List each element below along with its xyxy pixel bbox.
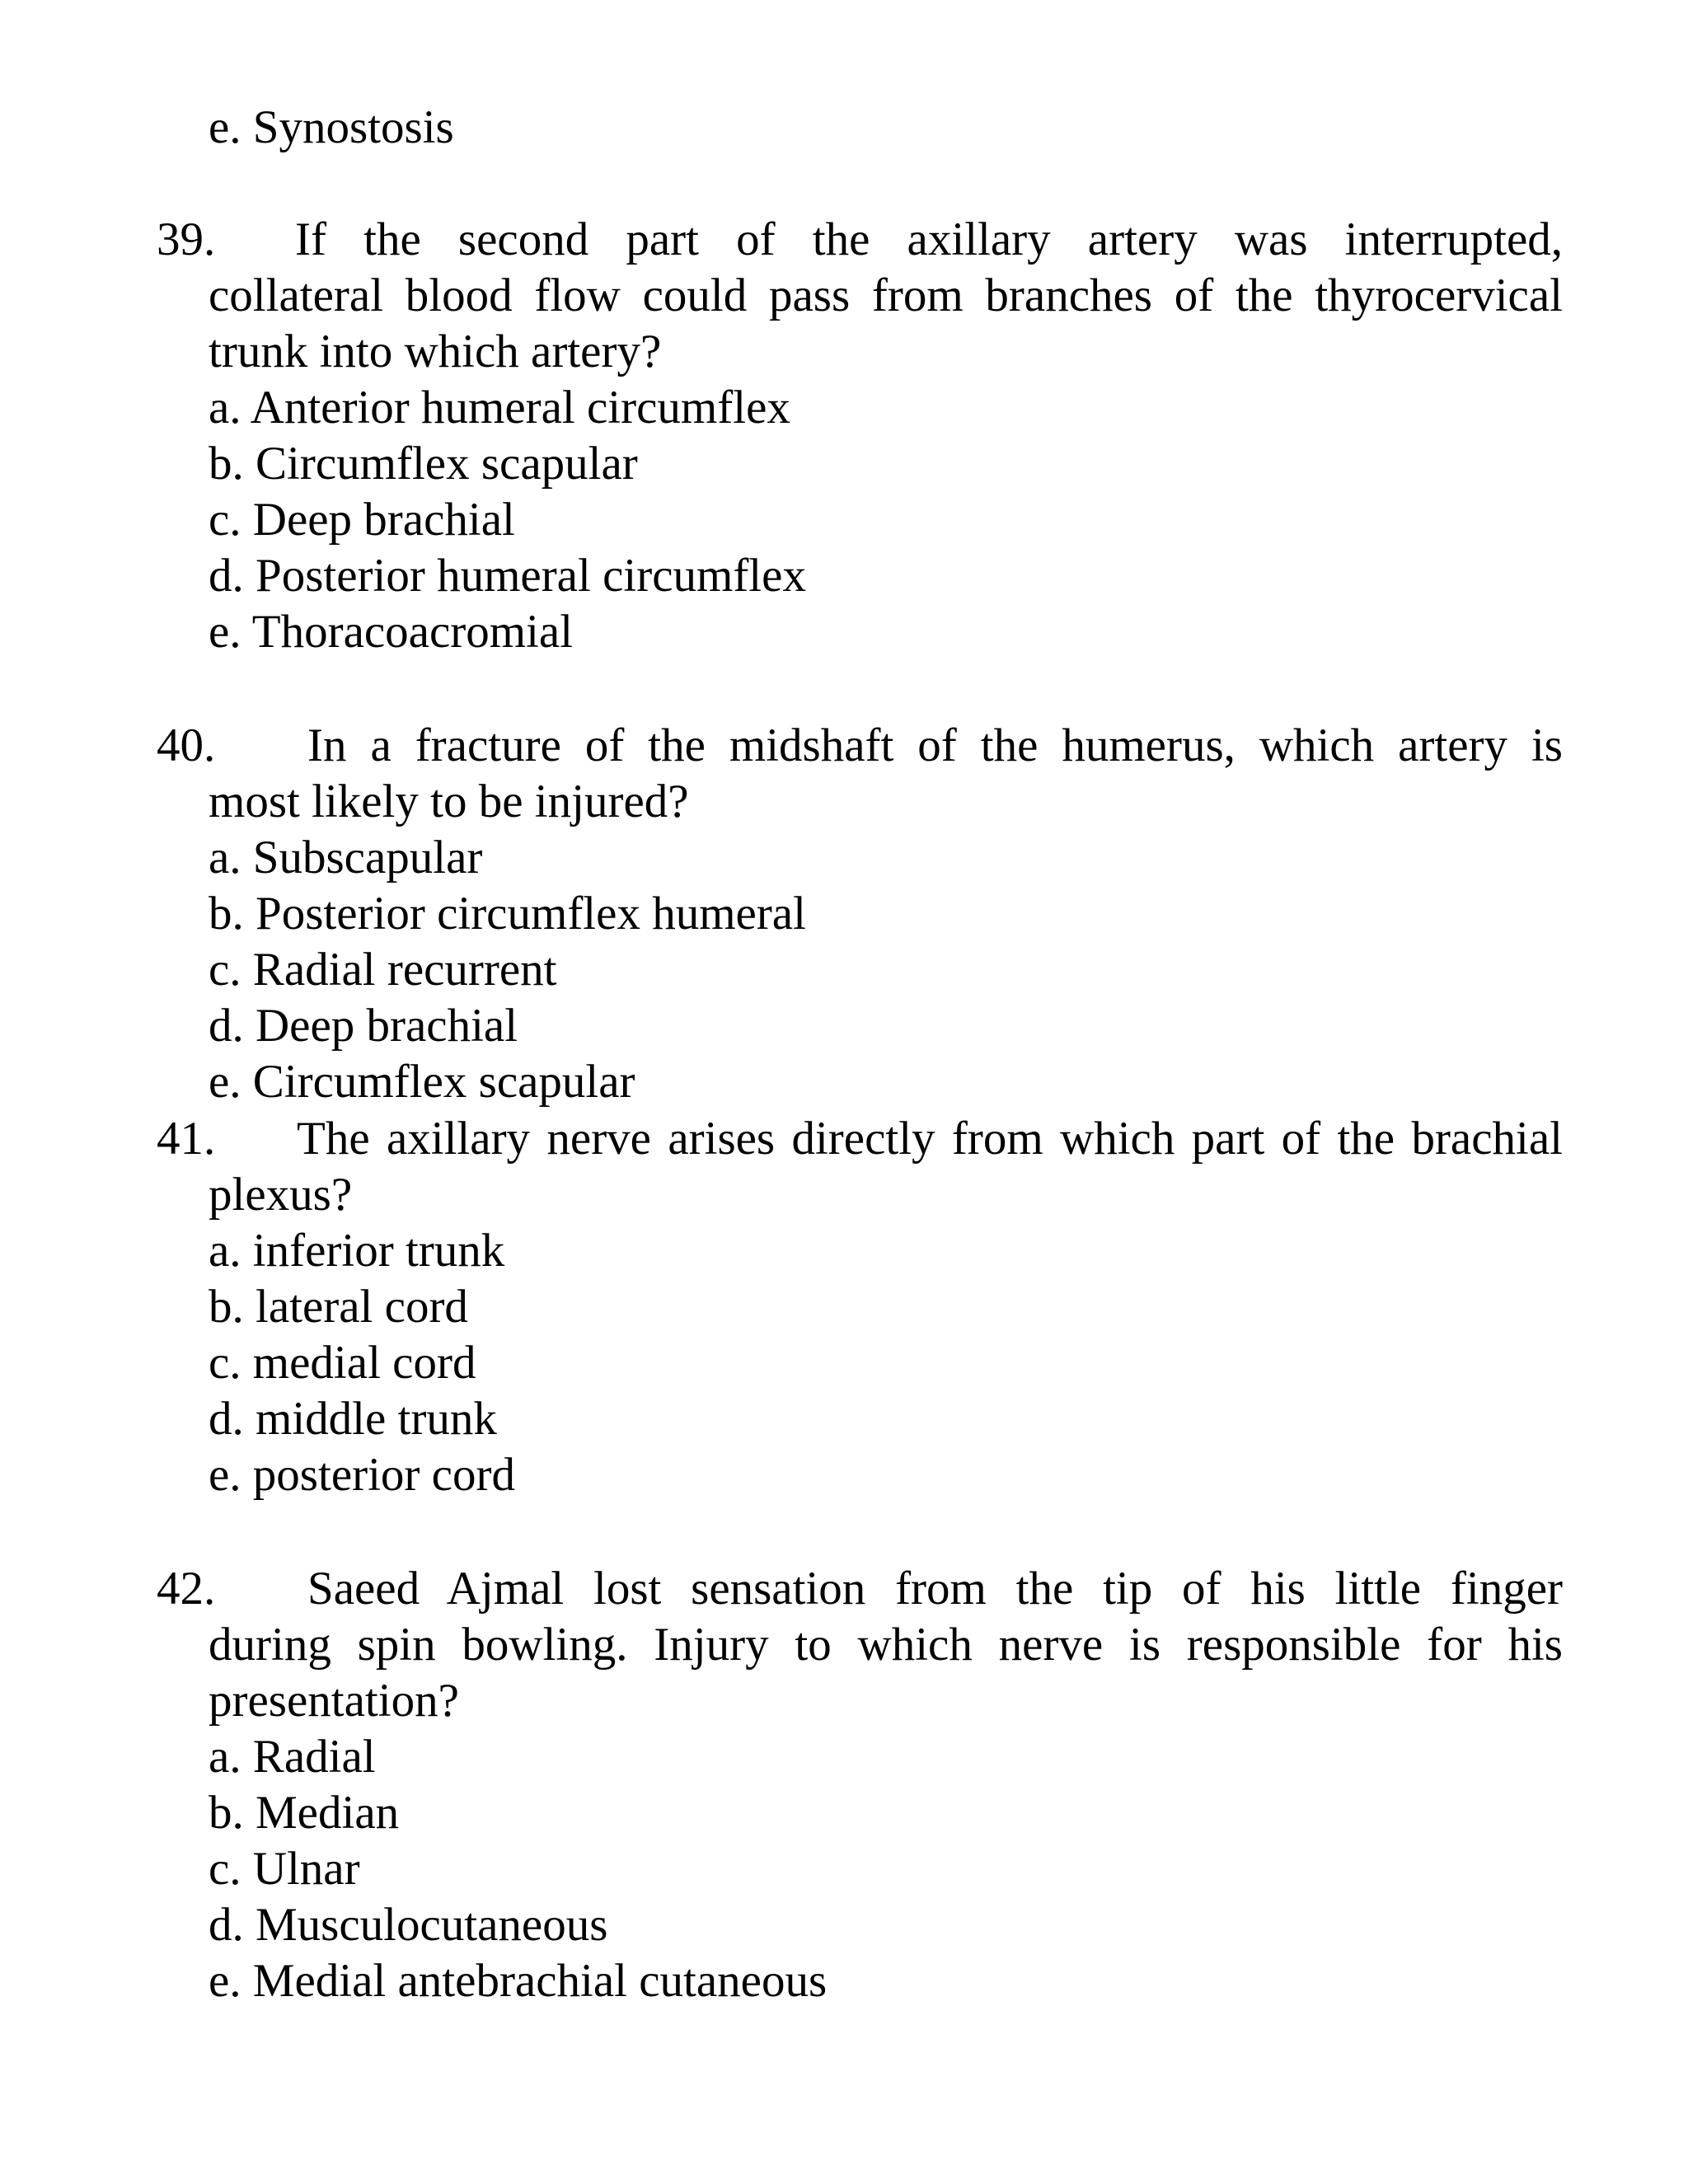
question-stem-line: trunk into which artery? xyxy=(209,326,662,377)
option-e: e. Thoracoacromial xyxy=(209,606,574,658)
question-stem-line: collateral blood flow could pass from branches of the thyrocervical xyxy=(209,269,1563,321)
question-stem-line: Saeed Ajmal lost sensation from the tip of his little finger xyxy=(307,1563,1563,1615)
question-stem-line: If the second part of the axillary artery was interrupted, xyxy=(295,213,1563,265)
option-c: c. medial cord xyxy=(209,1337,476,1389)
option-b: b. Median xyxy=(209,1787,400,1839)
option-d: d. middle trunk xyxy=(209,1393,497,1445)
option-d: d. Deep brachial xyxy=(209,1000,518,1052)
option-b: b. Circumflex scapular xyxy=(209,438,638,490)
question-stem-line: plexus? xyxy=(209,1169,353,1221)
question-stem-line: In a fracture of the midshaft of the humerus, which artery is xyxy=(307,719,1563,771)
option-a: a. Radial xyxy=(209,1731,376,1783)
option-a: a. Subscapular xyxy=(209,832,483,883)
option-d: d. Posterior humeral circumflex xyxy=(209,550,806,602)
question-number: 40. xyxy=(157,719,216,771)
option-c: c. Radial recurrent xyxy=(209,944,557,996)
prev-option-e: e. Synostosis xyxy=(209,101,454,153)
question-number: 39. xyxy=(157,213,216,265)
question-stem-line: The axillary nerve arises directly from which part of the brachial xyxy=(297,1113,1563,1165)
option-a: a. inferior trunk xyxy=(209,1225,505,1277)
option-e: e. posterior cord xyxy=(209,1449,515,1501)
question-stem-line: presentation? xyxy=(209,1675,459,1727)
option-b: b. lateral cord xyxy=(209,1281,468,1333)
option-c: c. Ulnar xyxy=(209,1843,360,1895)
question-number: 41. xyxy=(157,1113,216,1165)
option-b: b. Posterior circumflex humeral xyxy=(209,888,806,940)
question-stem-line: during spin bowling. Injury to which nerve is responsible for his xyxy=(209,1619,1563,1671)
option-e: e. Medial antebrachial cutaneous xyxy=(209,1955,828,2007)
option-e: e. Circumflex scapular xyxy=(209,1056,635,1108)
question-stem-line: most likely to be injured? xyxy=(209,776,689,827)
option-c: c. Deep brachial xyxy=(209,494,515,546)
question-number: 42. xyxy=(157,1563,216,1615)
option-d: d. Musculocutaneous xyxy=(209,1899,608,1951)
option-a: a. Anterior humeral circumflex xyxy=(209,382,790,434)
